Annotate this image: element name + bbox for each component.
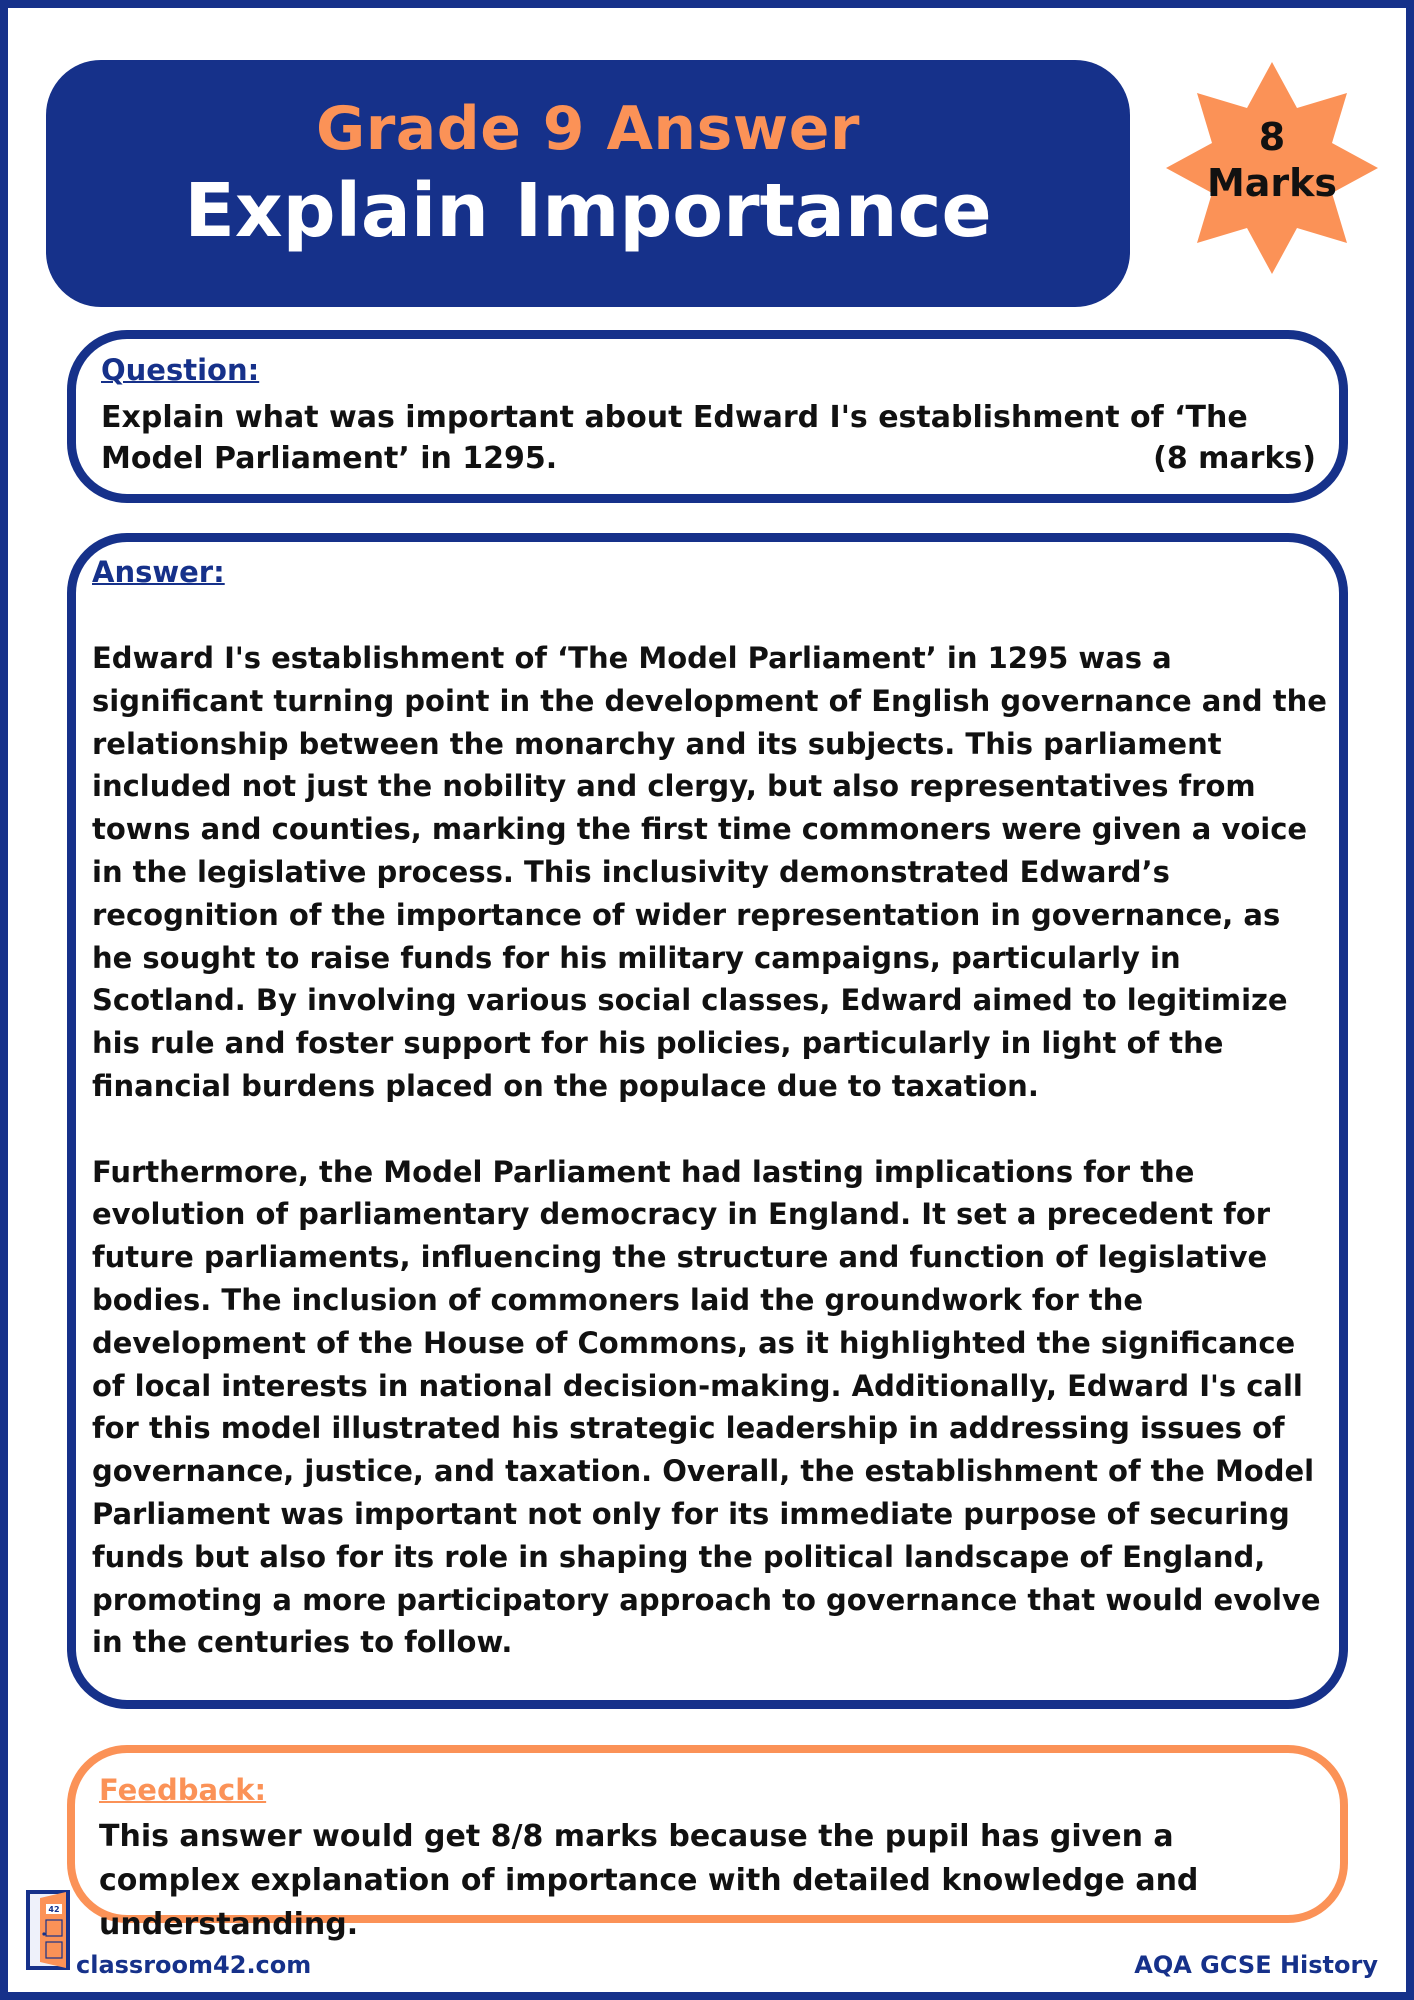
course-name: AQA GCSE History xyxy=(1134,1951,1378,1979)
logo-number: 42 xyxy=(48,1905,60,1914)
page-title: Explain Importance xyxy=(184,168,992,254)
answer-box xyxy=(67,533,1348,1709)
header-banner xyxy=(46,60,1130,307)
answer-label: Answer: xyxy=(92,555,225,589)
marks-badge-text xyxy=(1166,114,1378,206)
answer-paragraph-1: Edward I's establishment of ‘The Model Parliament’ in 1295 was a significant turning point in the development of English governance and the relationship between the monarchy and its subjects. This parliament included not just the nobility and clergy, but also representatives from towns and counties, marking the first time commoners were given a voice in the legislative process. This inclusivity demonstrated Edward’s recognition of the importance of wider representation in governance, as he sought to raise funds for his military campaigns, particularly in Scotland. By involving various social classes, Edward aimed to legitimize his rule and foster support for his policies, particularly in light of the financial burdens placed on the populace due to taxation. xyxy=(92,641,1327,1103)
classroom-door-logo xyxy=(26,1890,70,1974)
marks-badge xyxy=(1166,62,1378,274)
question-text: Explain what was important about Edward I's establishment of ‘The Model Parliament’ in 1295. xyxy=(101,400,1248,476)
feedback-label: Feedback: xyxy=(99,1773,267,1807)
question-box xyxy=(67,330,1348,503)
feedback-box xyxy=(67,1745,1348,1942)
question-label: Question: xyxy=(101,353,260,387)
header-subtitle: Grade 9 Answer xyxy=(315,94,861,164)
question-marks: (8 marks) xyxy=(1153,441,1316,476)
answer-text xyxy=(92,637,1328,1707)
site-url: classroom42.com xyxy=(76,1951,312,1979)
answer-paragraph-2: Furthermore, the Model Parliament had lasting implications for the evolution of parliamentary democracy in England. It set a precedent for future parliaments, influencing the structure and function of legislative bodies. The inclusion of commoners laid the groundwork for the development of the House of Commons, as it highlighted the significance of local interests in national decision-making. Additionally, Edward I's call for this model illustrated his strategic leadership in addressing issues of governance, justice, and taxation. Overall, the establishment of the Model Parliament was important not only for its immediate purpose of securing funds but also for its role in shaping the political landscape of England, promoting a more participatory approach to governance that would evolve in the centuries to follow. xyxy=(92,1154,1321,1660)
marks-number: 8 xyxy=(1258,115,1286,159)
marks-unit: Marks xyxy=(1206,161,1338,205)
door-icon xyxy=(26,1890,70,1970)
question-text-block xyxy=(101,397,1316,479)
feedback-text: This answer would get 8/8 marks because the pupil has given a complex explanation of importance with detailed knowledge and understanding. xyxy=(99,1819,1199,1942)
